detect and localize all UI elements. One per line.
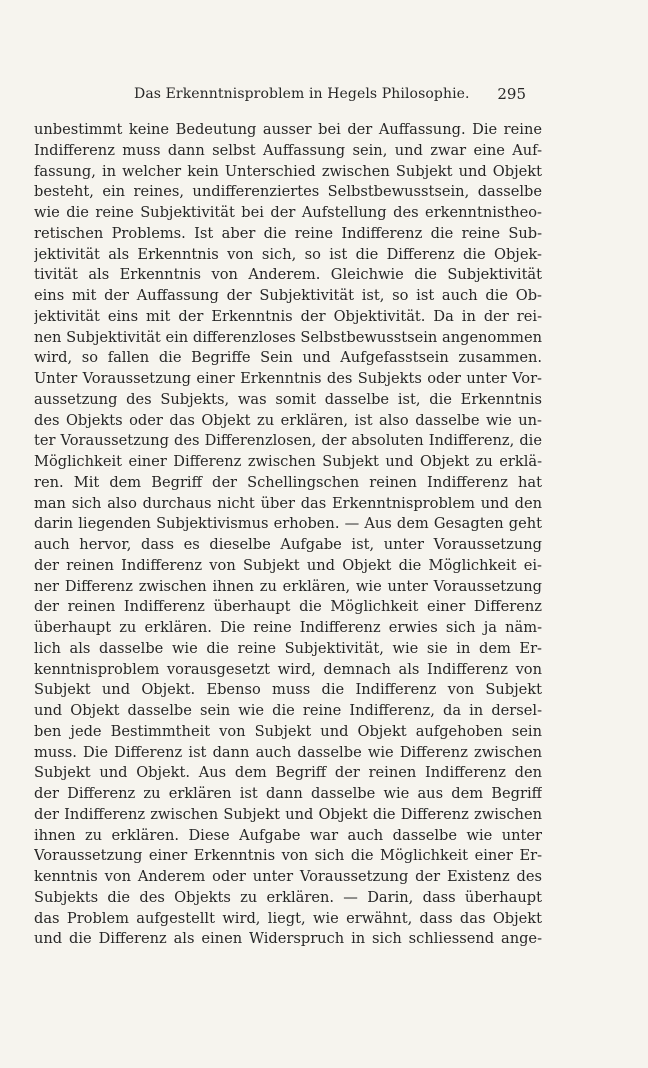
text-line: muss. Die Differenz ist dann auch dasselbe wie Differenz zwischen (34, 743, 542, 761)
text-line: jektivität als Erkenntnis von sich, so ist die Differenz die Objek- (34, 245, 542, 263)
text-line: fassung, in welcher kein Unterschied zwischen Subjekt und Objekt (34, 162, 542, 180)
text-line: nen Subjektivität ein differenzloses Selbstbewusstsein angenommen (34, 328, 542, 346)
text-line: Subjekt und Objekt. Aus dem Begriff der reinen Indifferenz den (34, 764, 542, 782)
text-line: Subjekts die des Objekts zu erklären. — Darin, dass überhaupt (34, 888, 542, 906)
text-line: Voraussetzung einer Erkenntnis von sich die Möglichkeit einer Er- (34, 847, 542, 865)
text-line: Indifferenz muss dann selbst Auffassung sein, und zwar eine Auf- (34, 141, 542, 159)
body-text (34, 120, 542, 950)
text-line: Unter Voraussetzung einer Erkenntnis des Subjekts oder unter Vor- (34, 370, 542, 387)
text-line: Subjekt und Objekt. Ebenso muss die Indifferenz von Subjekt (34, 681, 542, 699)
text-line: eins mit der Auffassung der Subjektivität ist, so ist auch die Ob- (34, 287, 542, 304)
text-line: ren. Mit dem Begriff der Schellingschen reinen Indifferenz hat (34, 473, 542, 491)
text-line: der reinen Indifferenz von Subjekt und Objekt die Möglichkeit ei- (34, 556, 542, 574)
text-line: man sich also durchaus nicht über das Erkenntnisproblem und den (34, 494, 542, 512)
text-line: des Objekts oder das Objekt zu erklären, ist also dasselbe wie un- (34, 411, 542, 429)
text-line: Möglichkeit einer Differenz zwischen Subjekt und Objekt zu erklä- (34, 453, 542, 470)
text-line: lich als dasselbe wie die reine Subjektivität, wie sie in dem Er- (34, 639, 542, 657)
text-line: ihnen zu erklären. Diese Aufgabe war auch dasselbe wie unter (34, 826, 542, 844)
page-number: 295 (497, 85, 526, 103)
text-line: wird, so fallen die Begriffe Sein und Aufgefasstsein zusammen. (34, 349, 542, 367)
text-line: darin liegenden Subjektivismus erhoben. — Aus dem Gesagten geht (34, 515, 542, 533)
text-line: der Indifferenz zwischen Subjekt und Objekt die Differenz zwischen (34, 805, 542, 823)
text-line: ter Voraussetzung des Differenzlosen, der absoluten Indifferenz, die (34, 432, 542, 450)
text-line: jektivität eins mit der Erkenntnis der Objektivität. Da in der rei- (34, 307, 542, 325)
text-line: und Objekt dasselbe sein wie die reine Indifferenz, da in dersel- (34, 702, 542, 719)
text-line: besteht, ein reines, undifferenziertes Selbstbewusstsein, dasselbe (34, 183, 542, 201)
text-line: ner Differenz zwischen ihnen zu erklären, wie unter Voraussetzung (34, 577, 542, 595)
text-line: aussetzung des Subjekts, was somit dasselbe ist, die Erkenntnis (34, 390, 542, 408)
text-line: kenntnis von Anderem oder unter Voraussetzung der Existenz des (34, 868, 542, 885)
text-line: tivität als Erkenntnis von Anderem. Gleichwie die Subjektivität (34, 266, 542, 284)
text-line: kenntnisproblem vorausgesetzt wird, demnach als Indifferenz von (34, 660, 542, 678)
text-line: und die Differenz als einen Widerspruch in sich schliessend ange- (34, 930, 542, 948)
text-line: der reinen Indifferenz überhaupt die Möglichkeit einer Differenz (34, 598, 542, 616)
text-line: auch hervor, dass es dieselbe Aufgabe ist, unter Voraussetzung (34, 536, 542, 553)
text-line: unbestimmt keine Bedeutung ausser bei der Auffassung. Die reine (34, 121, 542, 138)
text-line: das Problem aufgestellt wird, liegt, wie erwähnt, dass das Objekt (34, 909, 542, 927)
running-head (34, 84, 526, 104)
text-line: überhaupt zu erklären. Die reine Indifferenz erwies sich ja näm- (34, 619, 542, 636)
text-line: retischen Problems. Ist aber die reine Indifferenz die reine Sub- (34, 224, 542, 242)
running-head-title: Das Erkenntnisproblem in Hegels Philosophie. (134, 86, 470, 102)
text-line: ben jede Bestimmtheit von Subjekt und Objekt aufgehoben sein (34, 722, 542, 740)
text-line: der Differenz zu erklären ist dann dasselbe wie aus dem Begriff (34, 785, 542, 802)
text-line: wie die reine Subjektivität bei der Aufstellung des erkenntnistheo- (34, 204, 542, 221)
